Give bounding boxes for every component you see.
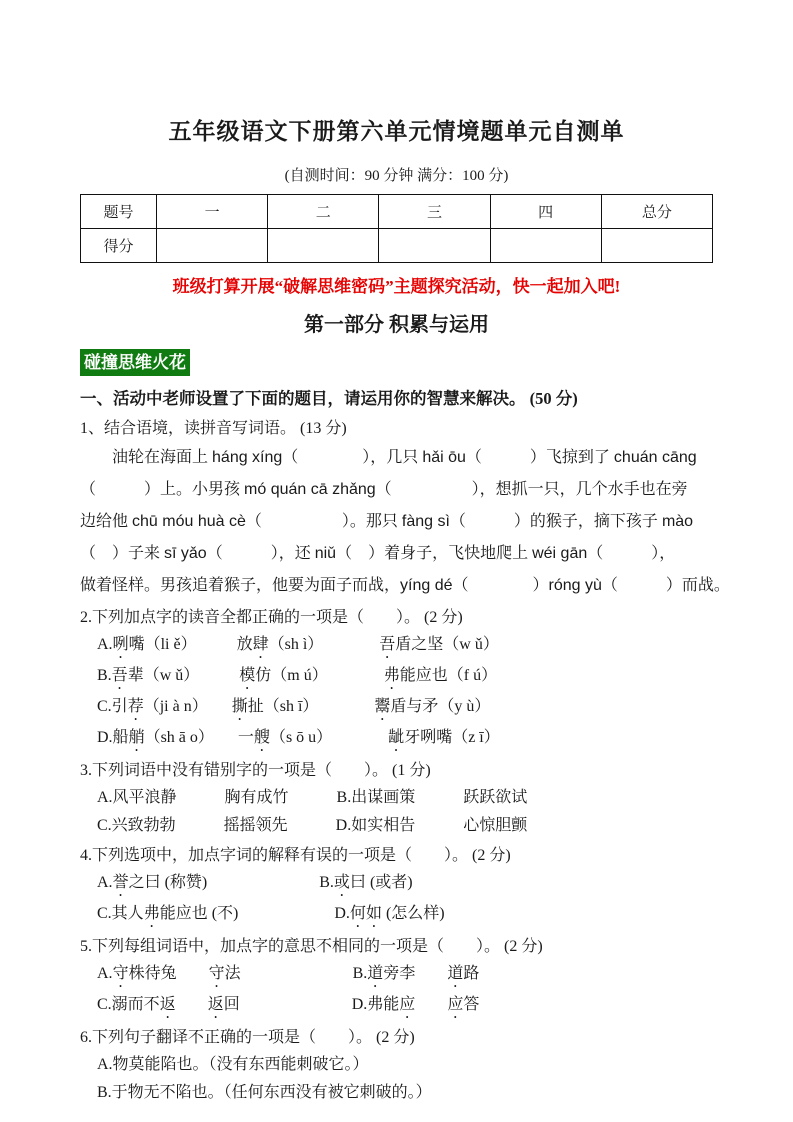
question-1-paragraph-line: （ ）上。小男孩 mó quán cā zhǎng（ ），想抓一只，几个水手也在旁	[80, 480, 688, 498]
question-6-heading: 6.下列句子翻译不正确的一项是（ ）。 (2 分)	[80, 1028, 415, 1046]
score-cell-2	[268, 228, 379, 262]
question-1-paragraph-line: 做着怪样。男孩追着猴子，他要为面子而战，yíng dé（ ）róng yù（ ）而战。	[80, 576, 730, 594]
header-cell-4: 四	[490, 194, 601, 228]
question-2-option-b: B.吾辈（w ǔ） 模仿（m ú） 弗能应也（f ú）	[97, 666, 498, 684]
question-2-heading: 2.下列加点字的读音全都正确的一项是（ ）。 (2 分)	[80, 608, 463, 626]
header-cell-3: 三	[379, 194, 490, 228]
question-5-options-row-ab: A.守株待兔 守法 B.道旁李 道路	[97, 964, 480, 982]
header-cell-1: 一	[157, 194, 268, 228]
question-4-heading: 4.下列选项中，加点字词的解释有误的一项是（ ）。 (2 分)	[80, 846, 511, 864]
score-row-label: 得分	[81, 228, 157, 262]
header-cell-label: 题号	[81, 194, 157, 228]
question-1	[80, 415, 730, 602]
question-2-option-a: A.咧嘴（li ě） 放肆（sh ì） 吾盾之坚（w ǔ）	[97, 635, 499, 653]
question-3-options-row-ab: A.风平浪静 胸有成竹 B.出谋画策 跃跃欲试	[97, 788, 528, 806]
question-1-paragraph-line: 油轮在海面上 háng xíng（ ），几只 hǎi ōu（ ）飞掠到了 chuán cāng	[80, 448, 697, 466]
question-1-heading: 1、结合语境，读拼音写词语。 (13 分)	[80, 419, 347, 437]
question-2	[80, 604, 713, 755]
question-4-options-row-ab: A.誉之曰 (称赞) B.或曰 (或者)	[97, 873, 413, 891]
question-1-paragraph-line: 边给他 chū móu huà cè（ ）。那只 fàng sì（ ）的猴子，摘下孩子 mào	[80, 512, 694, 530]
question-2-option-c: C.引荐（ji à n） 撕扯（sh ī） 鬻盾与矛（y ù）	[97, 697, 491, 715]
subtitle: (自测时间：90 分钟 满分：100 分)	[284, 167, 509, 184]
score-row	[81, 228, 713, 262]
question-5	[80, 933, 713, 1022]
topic-badge: 碰撞思维火花	[80, 349, 190, 376]
section-one-title: 一、活动中老师设置了下面的题目，请运用你的智慧来解决。 (50 分)	[80, 388, 578, 408]
question-3-options-row-cd: C.兴致勃勃 摇摇领先 D.如实相告 心惊胆颤	[97, 816, 528, 834]
question-4-options-row-cd: C.其人弗能应也 (不) D.何如 (怎么样)	[97, 904, 445, 922]
badge-row	[80, 349, 713, 376]
question-5-options-row-cd: C.溺而不返 返回 D.弗能应 应答	[97, 995, 480, 1013]
question-5-heading: 5.下列每组词语中，加点字的意思不相同的一项是（ ）。 (2 分)	[80, 937, 543, 955]
score-table	[80, 194, 713, 263]
question-2-option-d: D.船艄（sh ā o） 一艘（s ō u） 龇牙咧嘴（z ī）	[97, 728, 500, 746]
part-one-heading: 第一部分 积累与运用	[304, 313, 489, 336]
page-title: 五年级语文下册第六单元情境题单元自测单	[168, 119, 625, 145]
score-table-header-row	[81, 194, 713, 228]
header-cell-2: 二	[268, 194, 379, 228]
question-6	[80, 1024, 713, 1107]
score-cell-3	[379, 228, 490, 262]
question-3	[80, 757, 713, 840]
score-cell-1	[157, 228, 268, 262]
question-3-heading: 3.下列词语中没有错别字的一项是（ ）。 (1 分)	[80, 761, 431, 779]
score-cell-total	[601, 228, 712, 262]
question-6-option-b: B.于物无不陷也。（任何东西没有被它刺破的。）	[97, 1083, 432, 1101]
header-cell-total: 总分	[601, 194, 712, 228]
score-cell-4	[490, 228, 601, 262]
question-4	[80, 842, 713, 931]
question-1-paragraph-line: （ ）子来 sī yǎo（ ），还 niǔ（ ）着身子，飞快地爬上 wéi gān（ ），	[80, 544, 676, 562]
notice-banner: 班级打算开展“破解思维密码”主题探究活动，快一起加入吧!	[172, 276, 621, 296]
question-6-option-a: A.物莫能陷也。（没有东西能刺破它。）	[97, 1055, 369, 1073]
